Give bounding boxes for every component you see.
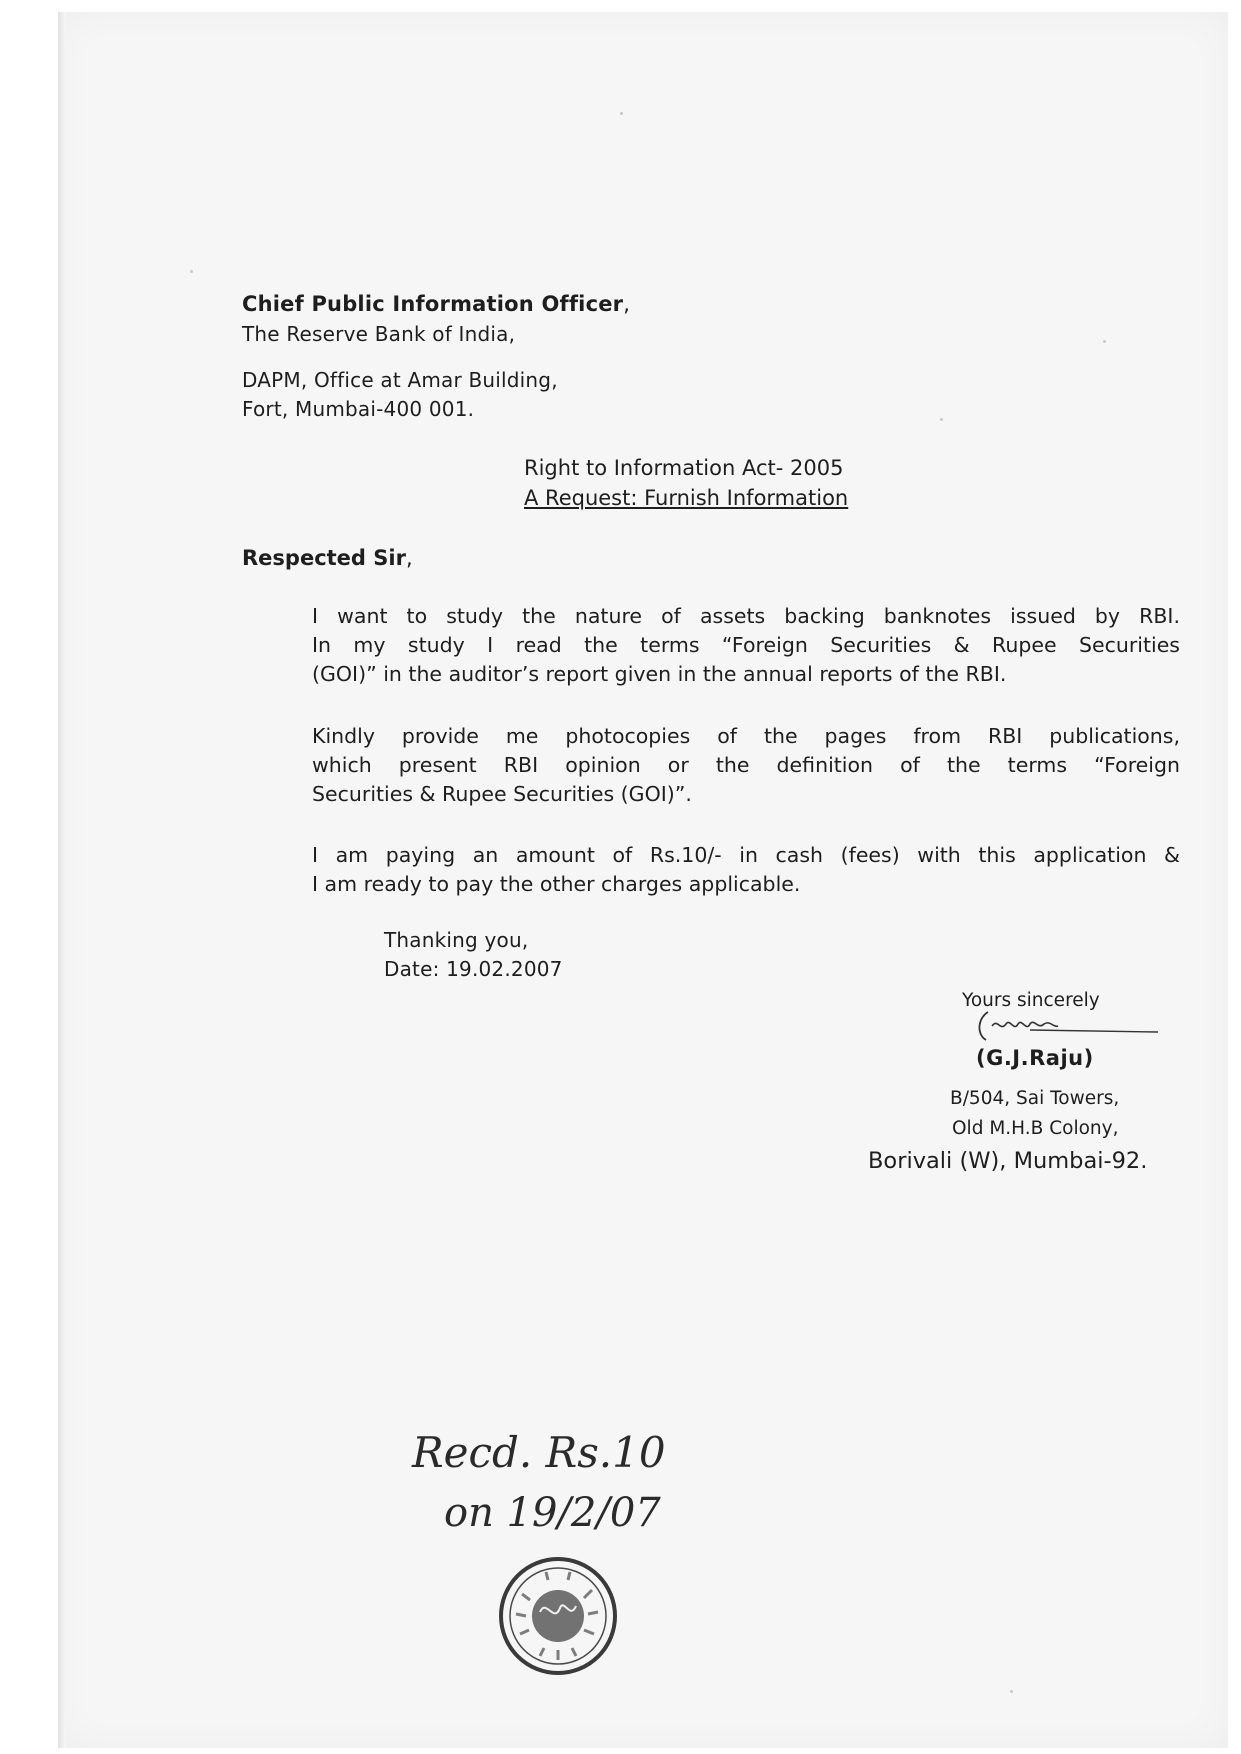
closing-date: Date: 19.02.2007 [384, 957, 563, 981]
salutation-text: Respected Sir [242, 546, 406, 570]
sender-name: (G.J.Raju) [976, 1046, 1094, 1070]
recipient-title-punct: , [623, 292, 631, 316]
page-edge-shadow [58, 12, 66, 1748]
scan-speck [1010, 1690, 1013, 1693]
recipient-address-line-1: DAPM, Office at Amar Building, [242, 368, 558, 392]
body-paragraph-2 [312, 722, 1180, 809]
salutation [242, 546, 413, 570]
paragraph-line: In my study I read the terms “Foreign Securities & Rupee Securities [312, 633, 1180, 657]
office-stamp [496, 1554, 620, 1678]
sender-address-line-1: B/504, Sai Towers, [950, 1088, 1120, 1109]
subject-act: Right to Information Act- 2005 [524, 456, 844, 480]
receipt-note-line-1: Recd. Rs.10 [412, 1428, 666, 1477]
sender-address-line-2: Old M.H.B Colony, [952, 1118, 1119, 1139]
salutation-punct: , [405, 546, 413, 570]
paragraph-line: I am ready to pay the other charges applicable. [312, 872, 801, 896]
body-paragraph-1 [312, 602, 1180, 689]
paragraph-line: Securities & Rupee Securities (GOI)”. [312, 782, 692, 806]
scan-speck [620, 112, 623, 115]
paragraph-line: which present RBI opinion or the definition of the terms “Foreign [312, 753, 1180, 777]
sender-address-line-3: Borivali (W), Mumbai-92. [868, 1148, 1148, 1174]
scan-speck [190, 270, 193, 273]
recipient-address-line-2: Fort, Mumbai-400 001. [242, 397, 475, 421]
recipient-title [242, 292, 630, 316]
closing-thanks: Thanking you, [384, 928, 529, 952]
paragraph-line: I want to study the nature of assets backing banknotes issued by RBI. [312, 604, 1180, 628]
paragraph-line: (GOI)” in the auditor’s report given in the annual reports of the RBI. [312, 662, 1007, 686]
recipient-org: The Reserve Bank of India, [242, 322, 516, 346]
scan-speck [1103, 340, 1106, 343]
scan-speck [940, 418, 943, 421]
body-paragraph-3 [312, 841, 1180, 899]
paragraph-line: Kindly provide me photocopies of the pages from RBI publications, [312, 724, 1180, 748]
recipient-title-text: Chief Public Information Officer [242, 292, 624, 316]
paragraph-line: I am paying an amount of Rs.10/- in cash (fees) with this application & [312, 843, 1180, 867]
receipt-note-line-2: on 19/2/07 [444, 1490, 661, 1536]
valediction: Yours sincerely [962, 990, 1100, 1011]
subject-request: A Request: Furnish Information [524, 486, 849, 510]
